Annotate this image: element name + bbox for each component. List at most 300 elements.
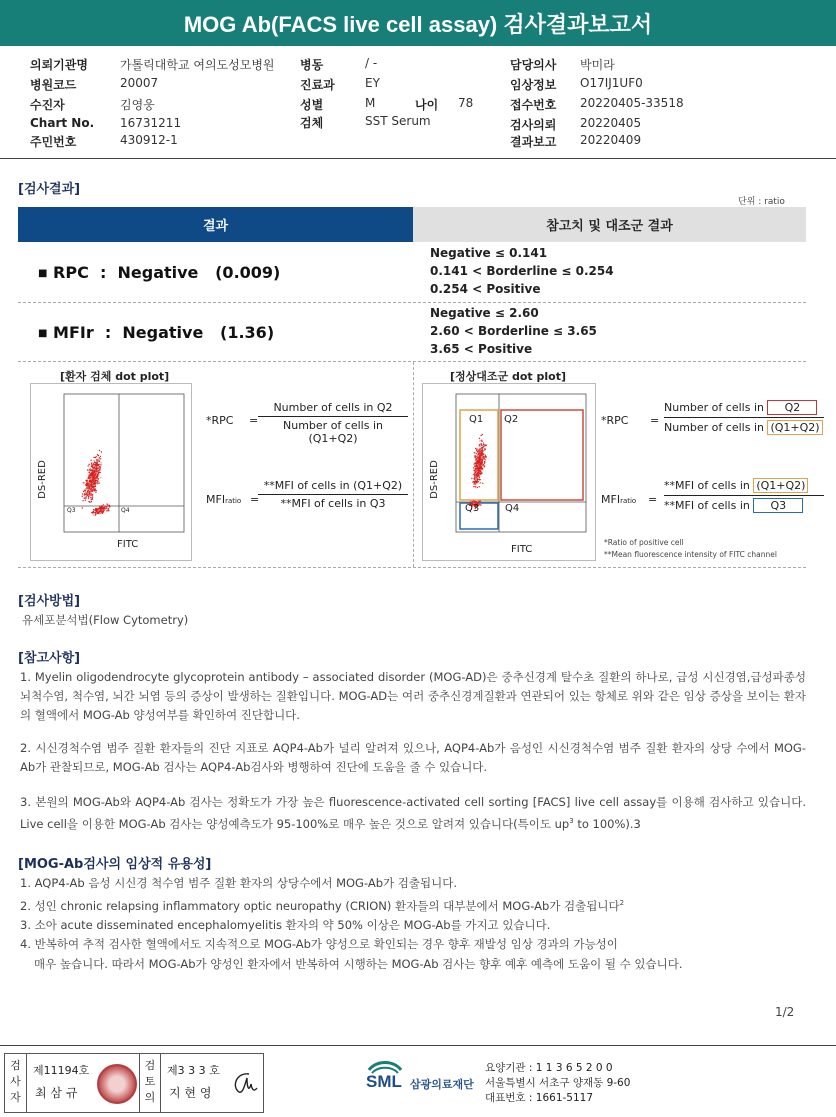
dot [88, 465, 89, 466]
dot [89, 476, 90, 477]
rpc-result-text: RPC : Negative (0.009) [53, 263, 281, 282]
dot [478, 463, 479, 464]
dot [93, 457, 94, 458]
dot [107, 505, 108, 506]
dot [476, 471, 477, 472]
control-y-label: DS-RED [428, 460, 440, 499]
patient-mfi-label [206, 493, 241, 506]
v-char: 검 [10, 1059, 21, 1072]
reference-column-header: 참고치 및 대조군 결과 [413, 207, 806, 242]
value-age: 78 [458, 96, 474, 110]
dot [109, 505, 110, 506]
dot [478, 481, 479, 482]
value-request-date: 20220405 [580, 116, 642, 130]
mfir-reference [430, 304, 597, 358]
mfi-sub: ratio [620, 497, 637, 505]
patient-q3-label: Q3 [67, 507, 76, 514]
value-institution: 가톨릭대학교 여의도성모병원 [120, 58, 275, 72]
dot [95, 510, 96, 511]
dot [82, 507, 83, 508]
control-rpc-label: *RPC [601, 414, 629, 427]
patient-y-label: DS-RED [36, 460, 48, 499]
dot [88, 496, 89, 497]
dot [476, 465, 477, 466]
dot [105, 508, 106, 509]
dot [475, 448, 476, 449]
header-divider [0, 158, 836, 159]
dot [83, 482, 84, 483]
org-name: 삼광의료재단 [410, 1078, 474, 1091]
mfi-text: MFI [206, 493, 226, 506]
note-3-end: to 100%).3 [577, 816, 641, 831]
dot [97, 512, 98, 513]
v-char: 검 [144, 1059, 156, 1072]
dot [91, 462, 92, 463]
dot [97, 483, 98, 484]
rpc-den-text: Number of cells in [664, 421, 764, 434]
mfir-ref-line: Negative ≤ 2.60 [430, 306, 539, 320]
reviewer-name: 지 현 영 [169, 1086, 212, 1100]
dot [91, 482, 92, 483]
phone: 대표번호 : 1661-5117 [485, 1092, 594, 1104]
label-age: 나이 [415, 98, 439, 112]
dot [478, 458, 479, 459]
dot [478, 460, 479, 461]
dot [475, 483, 476, 484]
dot [479, 455, 480, 456]
dot [91, 475, 92, 476]
mfir-result [38, 323, 274, 342]
dot [485, 449, 486, 450]
footer-divider [0, 1045, 836, 1046]
dot [95, 478, 96, 479]
label-sex: 성별 [300, 98, 324, 112]
dot [90, 475, 91, 476]
value-resident-no: 430912-1 [120, 133, 178, 147]
dot [104, 506, 105, 507]
dot [485, 459, 486, 460]
dot [479, 470, 480, 471]
dot [481, 472, 482, 473]
dot [86, 493, 87, 494]
dot [99, 457, 100, 458]
v-char: 사 [10, 1075, 21, 1088]
dot [93, 514, 94, 515]
rpc-ref-line: Negative ≤ 0.141 [430, 246, 548, 260]
dot [84, 493, 85, 494]
control-dot-plot [422, 383, 596, 561]
control-x-label: FITC [511, 544, 533, 555]
label-specimen: 검체 [300, 116, 324, 130]
dot [478, 462, 479, 463]
mfir-ref-line: 3.65 < Positive [430, 342, 533, 356]
dot [86, 496, 87, 497]
dot [96, 467, 97, 468]
dot [87, 480, 88, 481]
control-rpc-numerator [664, 400, 824, 418]
dot [88, 469, 89, 470]
dot [485, 455, 486, 456]
method-section-title: [검사방법] [18, 594, 81, 609]
control-mfi-label [601, 493, 636, 506]
control-mfi-eq: = [648, 493, 658, 506]
dot [98, 478, 99, 479]
dot [98, 509, 99, 510]
dot [97, 468, 98, 469]
patient-mfi-fraction [258, 479, 408, 510]
dot [479, 444, 480, 445]
dot [93, 484, 94, 485]
dot [88, 482, 89, 483]
dot [82, 496, 83, 497]
dot [484, 461, 485, 462]
dot [82, 500, 83, 501]
dot [473, 501, 474, 502]
dot [481, 467, 482, 468]
rpc-ref-line: 0.254 < Positive [430, 282, 541, 296]
dot [94, 472, 95, 473]
report-title: MOG Ab(FACS live cell assay) 검사결과보고서 [0, 0, 836, 46]
label-institution: 의뢰기관명 [30, 58, 88, 72]
dot [109, 506, 110, 507]
dot [91, 512, 92, 513]
control-q3-label: Q3 [465, 503, 480, 514]
dot [84, 482, 85, 483]
note-3-sup: 3 [569, 817, 574, 825]
dot [96, 471, 97, 472]
dot [484, 466, 485, 467]
dot [481, 465, 482, 466]
dot [481, 435, 482, 436]
footnote-ratio: *Ratio of positive cell [604, 538, 684, 547]
dot [476, 481, 477, 482]
address: 서울특별시 서초구 양재동 9-60 [485, 1077, 631, 1089]
dot [96, 477, 97, 478]
dot [93, 509, 94, 510]
dot [482, 446, 483, 447]
dot [472, 481, 473, 482]
dot [479, 446, 480, 447]
dot [479, 486, 480, 487]
patient-dot-plot [30, 383, 192, 561]
value-department: EY [365, 76, 380, 90]
dot [483, 456, 484, 457]
dot [480, 501, 481, 502]
label-request-date: 검사의뢰 [510, 118, 557, 132]
dot [482, 434, 483, 435]
dot [85, 480, 86, 481]
mfi-sub: ratio [225, 497, 242, 505]
dot [475, 470, 476, 471]
dot [88, 487, 89, 488]
dot [101, 506, 102, 507]
dot [82, 493, 83, 494]
dot [485, 456, 486, 457]
label-doctor: 담당의사 [510, 58, 557, 72]
dot [85, 490, 86, 491]
dot [474, 455, 475, 456]
dot [94, 480, 95, 481]
dot [86, 488, 87, 489]
dot [100, 472, 101, 473]
label-ward: 병동 [300, 58, 324, 72]
label-patient: 수진자 [30, 98, 65, 112]
dot [482, 453, 483, 454]
dot [100, 458, 101, 459]
patient-rpc-fraction [258, 401, 408, 445]
dot [482, 483, 483, 484]
unit-label: 단위 : ratio [738, 197, 785, 207]
dot [474, 452, 475, 453]
dot [481, 469, 482, 470]
dot [95, 486, 96, 487]
dot [476, 477, 477, 478]
dot [106, 503, 107, 504]
dot [91, 493, 92, 494]
dot [88, 489, 89, 490]
dot [480, 504, 481, 505]
bullet-icon: ■ [38, 268, 48, 279]
v-char: 의 [144, 1091, 156, 1104]
control-mfi-fraction [664, 478, 824, 513]
dot [93, 481, 94, 482]
mfi-den-text: **MFI of cells in [664, 499, 750, 512]
dot [91, 466, 92, 467]
dot [93, 460, 94, 461]
dot [89, 486, 90, 487]
method-text: 유세포분석법(Flow Cytometry) [22, 613, 189, 627]
label-resident-no: 주민번호 [30, 135, 77, 149]
dot [478, 453, 479, 454]
notes-section-title: [참고사항] [18, 651, 81, 666]
dot [477, 472, 478, 473]
dot [102, 508, 103, 509]
q3-blue-box: Q3 [753, 498, 803, 513]
footnote-mfi: **Mean fluorescence intensity of FITC channel [604, 550, 777, 559]
label-receipt-no: 접수번호 [510, 98, 557, 112]
dot [99, 511, 100, 512]
dot [98, 460, 99, 461]
dot [106, 510, 107, 511]
dot [99, 466, 100, 467]
control-mfi-numerator [664, 478, 824, 496]
dot [94, 475, 95, 476]
dot [473, 474, 474, 475]
value-patient: 김영웅 [120, 98, 155, 112]
dot [481, 444, 482, 445]
dot [94, 478, 95, 479]
rpc-ref-line: 0.141 < Borderline ≤ 0.254 [430, 264, 614, 278]
dot [479, 477, 480, 478]
value-hospital-code: 20007 [120, 76, 159, 90]
dot [90, 468, 91, 469]
dot [87, 484, 88, 485]
signature-block [4, 1053, 264, 1113]
result-column-header: 결과 [18, 207, 413, 242]
clinical-item-3: 3. 소아 acute disseminated encephalomyelitis 환자의 약 50% 이상은 MOG-Ab를 가지고 있습니다. [20, 917, 551, 932]
dot [85, 492, 86, 493]
examiner-seal-icon [97, 1064, 137, 1104]
dot [478, 501, 479, 502]
clinical-item-4: 4. 반복하여 추적 검사한 혈액에서도 지속적으로 MOG-Ab가 양성으로 확인되는 경우 향후 재발성 임상 경과의 가능성이 [20, 937, 618, 952]
patient-mfi-numerator: **MFI of cells in (Q1+Q2) [258, 479, 408, 495]
dot [92, 496, 93, 497]
dot [90, 484, 91, 485]
dot [476, 468, 477, 469]
examiner-license: 제11194호 [33, 1064, 90, 1077]
control-rpc-denominator [664, 418, 824, 435]
dot [480, 468, 481, 469]
dot [91, 499, 92, 500]
label-chart-no: Chart No. [30, 116, 95, 130]
dot [93, 473, 94, 474]
dot [482, 456, 483, 457]
dot [95, 473, 96, 474]
patient-rpc-denominator: Number of cells in (Q1+Q2) [283, 419, 383, 445]
dot [97, 462, 98, 463]
clinical-item-2-sup: 2 [619, 898, 625, 907]
dot [481, 441, 482, 442]
dot [91, 501, 92, 502]
control-dots [467, 434, 487, 510]
dot [480, 482, 481, 483]
dot [88, 478, 89, 479]
dot [85, 500, 86, 501]
dot [100, 509, 101, 510]
reviewer-license: 제3 3 3 호 [167, 1064, 220, 1077]
dot [478, 479, 479, 480]
control-rpc-fraction [664, 400, 824, 435]
dot [88, 498, 89, 499]
dot [477, 462, 478, 463]
value-report-date: 20220409 [580, 133, 642, 147]
dot [90, 460, 91, 461]
label-department: 진료과 [300, 78, 335, 92]
note-paragraph-1: 1. Myelin oligodendrocyte glycoprotein antibody – associated disorder (MOG-AD)은 중추신경계 탈수초 질환의 하나로, 급성 시신경염,급성파종성 뇌척수염, 척수염, 뇌간 뇌염 등의 증상이 발생하는 질환입니다. MOG-AD는 여러 중추신경계질환과 연관되어 있는 항체로 위와 같은 임상 증상을 보이는 환자의 혈액에서 MOG-Ab 양성여부를 확인하여 진단합니다. [20, 670, 806, 722]
note-3-text: 3. 본원의 MOG-Ab와 AQP4-Ab 검사는 정확도가 가장 높은 fluorescence-activated cell sorting [FACS] live cell assay를 이용해 검사하고 있습니다. Live cell을 이용한 MOG-Ab 검사는 양성예측도가 95-100%로 매우 높은 것으로 알려져 있습니다(특이도 up [20, 795, 806, 831]
clinical-list [20, 874, 820, 974]
dot [92, 470, 93, 471]
dot [473, 470, 474, 471]
dot [96, 482, 97, 483]
value-receipt-no: 20220405-33518 [580, 96, 684, 110]
dot [97, 465, 98, 466]
dot [474, 481, 475, 482]
dot [100, 464, 101, 465]
dot [473, 486, 474, 487]
dot [87, 494, 88, 495]
dot [479, 440, 480, 441]
dot [478, 468, 479, 469]
value-clinical-info: O17IJ1UF0 [580, 76, 643, 90]
rpc-result [38, 263, 280, 282]
dot [470, 500, 471, 501]
dot [95, 508, 96, 509]
header-info [0, 0, 836, 160]
value-chart-no: 16731211 [120, 116, 182, 130]
control-rpc-eq: = [650, 414, 660, 427]
dot [476, 461, 477, 462]
dot [476, 449, 477, 450]
dot [100, 477, 101, 478]
clinical-item-2-text: 2. 성인 chronic relapsing inflammatory optic neuropathy (CRION) 환자들의 대부분에서 MOG-Ab가 검출됩니다 [20, 898, 620, 913]
patient-mfi-denominator: **MFI of cells in Q3 [280, 497, 386, 510]
dot [478, 466, 479, 467]
dot [92, 479, 93, 480]
dot [99, 450, 100, 451]
v-char: 자 [10, 1091, 21, 1104]
dot [102, 513, 103, 514]
dot [93, 490, 94, 491]
dot [475, 479, 476, 480]
dot [95, 462, 96, 463]
q1q2-orange-box: (Q1+Q2) [767, 420, 822, 435]
dot [477, 459, 478, 460]
label-hospital-code: 병원코드 [30, 78, 77, 92]
dot [84, 498, 85, 499]
clinical-section-title: [MOG-Ab검사의 임상적 유용성] [18, 857, 212, 872]
patient-rpc-numerator: Number of cells in Q2 [258, 401, 408, 417]
dot [90, 470, 91, 471]
mfi-num-text: **MFI of cells in [664, 479, 750, 492]
dot [92, 486, 93, 487]
bullet-icon: ■ [38, 328, 48, 339]
dot [101, 462, 102, 463]
dot [474, 475, 475, 476]
dot [95, 514, 96, 515]
vertical-label-reviewer [139, 1054, 161, 1112]
dot [91, 478, 92, 479]
dot [479, 448, 480, 449]
rpc-reference [430, 244, 614, 298]
dot [89, 464, 90, 465]
dot [477, 475, 478, 476]
q1q2-orange-box: (Q1+Q2) [753, 478, 808, 493]
dot [471, 478, 472, 479]
label-clinical-info: 임상정보 [510, 78, 557, 92]
dot [483, 444, 484, 445]
dot [106, 507, 107, 508]
dot [480, 463, 481, 464]
dot [479, 465, 480, 466]
rpc-num-text: Number of cells in [664, 401, 764, 414]
patient-q4-label: Q4 [121, 507, 130, 514]
patient-x-label: FITC [117, 539, 139, 550]
examiner-name: 최 삼 규 [35, 1086, 78, 1100]
dot [93, 467, 94, 468]
value-ward: / - [365, 56, 378, 70]
dot [89, 502, 90, 503]
dot [102, 509, 103, 510]
clinical-item-1: 1. AQP4-Ab 음성 시신경 척수염 범주 질환 환자의 상당수에서 MOG-Ab가 검출됩니다. [20, 876, 457, 890]
clinical-item-2 [20, 894, 820, 916]
dot [481, 450, 482, 451]
dot [92, 471, 93, 472]
q2-red-box: Q2 [767, 400, 817, 415]
patient-plot-svg [31, 384, 191, 560]
dot [100, 467, 101, 468]
patient-plot-title: [환자 검체 dot plot] [60, 370, 170, 383]
dot [480, 462, 481, 463]
logo-text: SML [366, 1072, 402, 1091]
dot [485, 445, 486, 446]
control-q4-label: Q4 [505, 503, 520, 514]
dot [90, 494, 91, 495]
dot [99, 469, 100, 470]
institution-code: 요양기관 : 1 1 3 6 5 2 0 0 [485, 1062, 613, 1074]
mfir-ref-line: 2.60 < Borderline ≤ 3.65 [430, 324, 597, 338]
dot [482, 458, 483, 459]
